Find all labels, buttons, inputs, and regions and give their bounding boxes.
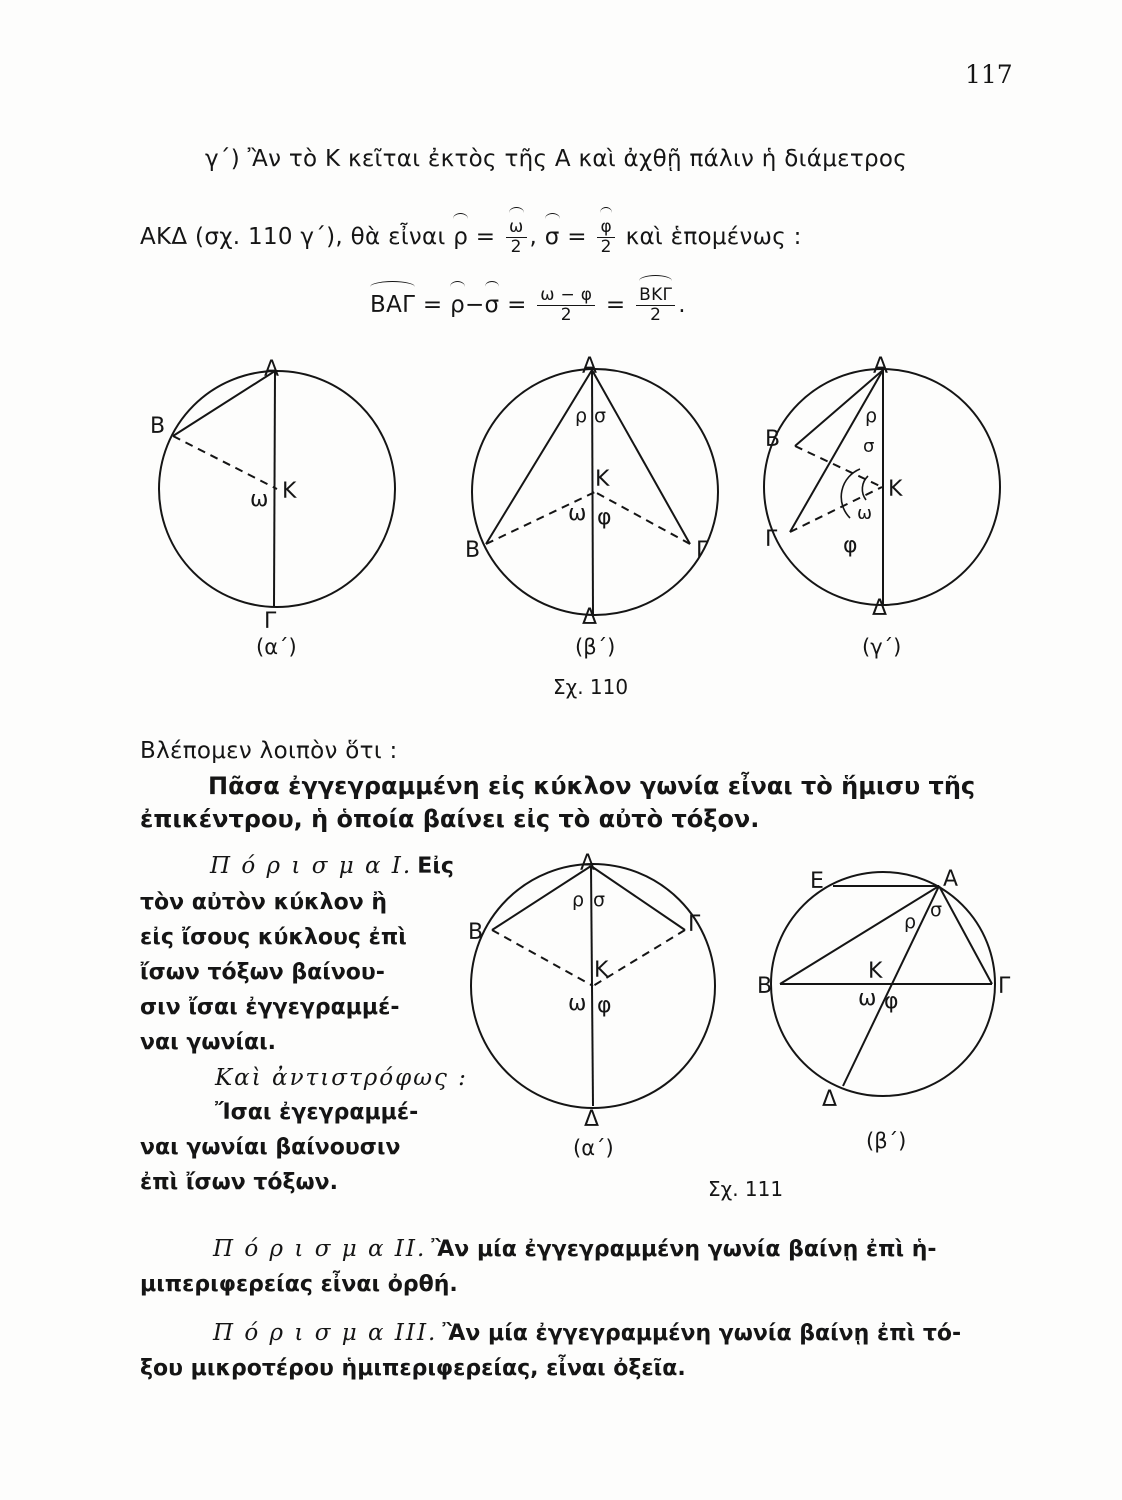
eq-sign: = — [475, 224, 496, 250]
label-G: Γ — [696, 538, 709, 563]
label-rho: ρ — [904, 911, 917, 933]
label-B: Β — [765, 427, 781, 452]
label-E: Ε — [810, 869, 824, 894]
label-sigma: σ — [594, 405, 607, 427]
case-gamma-line2: ΑΚΔ (σχ. 110 γ΄), θὰ εἶναι ρ = $\frac{\omega}{2}$ , σ = $\frac{\varphi}{2}$ καὶ ἑπομένως : — [140, 217, 802, 257]
eq-sign: = — [422, 292, 443, 318]
omega-arc: ω — [508, 217, 524, 237]
label-phi: φ — [597, 993, 612, 1018]
corollary2-line1 — [213, 1236, 937, 1262]
label-phi: φ — [884, 989, 899, 1014]
theorem-line1: Πᾶσα ἐγγεγραμμένη εἰς κύκλον γωνία εἶναι τὸ ἥμισυ τῆς — [208, 772, 976, 800]
label-omega: ω — [250, 487, 269, 512]
corollary1-line6: ναι γωνίαι. — [140, 1030, 277, 1055]
label-D: Δ — [582, 605, 598, 630]
corollary1-converse: Καὶ ἀντιστρόφως : — [215, 1065, 468, 1091]
denominator: 2 — [510, 237, 522, 257]
label-A: Α — [580, 851, 596, 876]
denominator: 2 — [600, 237, 612, 257]
corollary1-line4: ἴσων τόξων βαίνου- — [140, 960, 385, 985]
bag-angle: ΒΑΓ — [370, 292, 416, 318]
label-G: Γ — [688, 912, 701, 937]
theorem-line2: ἐπικέντρου, ἡ ὁποία βαίνει εἰς τὸ αὐτὸ τόξον. — [140, 805, 760, 833]
fig111-caption: Σχ. 111 — [708, 1177, 784, 1201]
denominator: 2 — [560, 305, 572, 325]
rho-arc: ρ — [453, 224, 469, 250]
corollary2-title: Π ό ρ ι σ μ α ΙΙ. — [213, 1236, 427, 1262]
fig111a-radius-kb — [492, 930, 593, 986]
label-rho: ρ — [575, 405, 588, 427]
corollary1-line7: Ἴσαι ἐγεγραμμέ- — [215, 1100, 419, 1125]
bkg-arc: ΒΚΓ — [639, 285, 673, 305]
label-D: Δ — [872, 596, 888, 621]
label-K: Κ — [594, 958, 609, 983]
case-gamma-line2-suffix: καὶ ἑπομένως : — [625, 224, 802, 250]
label-K: Κ — [888, 477, 903, 502]
numerator: ω − φ — [537, 286, 595, 306]
label-D: Δ — [822, 1087, 838, 1112]
fig111a-chord-ag — [591, 866, 685, 930]
fig110-caption: Σχ. 110 — [553, 675, 629, 699]
fig-label-b: (β΄) — [575, 635, 616, 659]
corollary3-line1-rest: Ἂν μία ἐγγεγραμμένη γωνία βαίνῃ ἐπὶ τό- — [442, 1321, 962, 1346]
label-rho: ρ — [865, 405, 878, 427]
sigma-arc: σ — [544, 224, 560, 250]
fig-label-a: (α΄) — [256, 635, 297, 659]
fig110-c — [764, 354, 1000, 659]
label-D: Δ — [584, 1107, 600, 1132]
label-sigma: σ — [863, 436, 875, 457]
label-K: Κ — [595, 467, 610, 492]
denominator: 2 — [650, 305, 662, 325]
rho-arc: ρ — [450, 292, 465, 318]
corollary1-line5: σιν ἴσαι ἐγγεγραμμέ- — [140, 995, 400, 1020]
label-omega: ω — [858, 986, 877, 1011]
corollary1-line1 — [210, 853, 454, 879]
label-phi: φ — [843, 533, 858, 558]
label-K: Κ — [868, 959, 883, 984]
intro-text: Βλέπομεν λοιπὸν ὅτι : — [140, 738, 398, 764]
label-A: Α — [943, 867, 959, 892]
label-K: Κ — [282, 479, 297, 504]
label-G: Γ — [998, 974, 1011, 999]
label-A: Α — [873, 354, 889, 379]
label-rho: ρ — [572, 889, 585, 911]
case-gamma-line2-prefix: ΑΚΔ (σχ. 110 γ΄), θὰ εἶναι — [140, 224, 446, 250]
fig-label-c: (γ΄) — [862, 635, 902, 659]
fig110a-chord-ab — [173, 371, 275, 436]
label-B: Β — [468, 920, 484, 945]
equation-bag: ΒΑΓ = ρ−σ = $\frac{\omega - \varphi}{2}$ = $\frac{\text{ΒΚΓ}}{2}$ . — [370, 285, 686, 325]
corollary3-line1 — [213, 1320, 961, 1346]
corollary1-line8: ναι γωνίαι βαίνουσιν — [140, 1135, 401, 1160]
fig110c-angle-arc-omega — [862, 476, 868, 500]
page-number: 117 — [965, 60, 1013, 89]
corollary1-title: Π ό ρ ι σ μ α Ι. — [210, 853, 413, 879]
label-B: Β — [757, 974, 773, 999]
fig110a-radius-kb — [173, 436, 277, 489]
corollary1-line2: τὸν αὐτὸν κύκλον ἢ — [140, 890, 388, 915]
label-B: Β — [465, 538, 481, 563]
fig111-a — [468, 851, 715, 1160]
corollary3-title: Π ό ρ ι σ μ α ΙΙΙ. — [213, 1320, 438, 1346]
corollary3-line2: ξου μικροτέρου ἡμιπεριφερείας, εἶναι ὀξεῖα. — [140, 1356, 686, 1381]
fig-label-a: (α΄) — [573, 1136, 614, 1160]
label-sigma: σ — [593, 889, 606, 911]
corollary1-line1-rest: Εἰς — [417, 854, 454, 879]
case-gamma-line1: γ΄) Ἂν τὸ Κ κεῖται ἐκτὸς τῆς Α καὶ ἀχθῇ πάλιν ἡ διάμετρος — [205, 146, 908, 172]
label-G: Γ — [264, 609, 277, 634]
label-G: Γ — [765, 527, 778, 552]
fig110-b — [465, 354, 718, 659]
corollary2-line2: μιπεριφερείας εἶναι ὀρθή. — [140, 1272, 458, 1297]
label-A: Α — [582, 354, 598, 379]
corollary2-line1-rest: Ἂν μία ἐγγεγραμμένη γωνία βαίνῃ ἐπὶ ἡ- — [431, 1237, 937, 1262]
corollary1-line9: ἐπὶ ἴσων τόξων. — [140, 1170, 338, 1195]
eq-sign: = — [605, 292, 626, 318]
label-omega: ω — [568, 501, 587, 526]
label-A: Α — [264, 357, 280, 382]
label-sigma: σ — [930, 899, 943, 921]
label-B: Β — [150, 414, 166, 439]
sigma-arc: σ — [484, 292, 500, 318]
label-omega: ω — [568, 991, 587, 1016]
corollary1-line3: εἰς ἴσους κύκλους ἐπὶ — [140, 925, 407, 950]
fig111-b — [757, 867, 1011, 1153]
eq-sign: = — [567, 224, 587, 250]
label-phi: φ — [597, 505, 612, 530]
label-omega: ω — [857, 503, 873, 524]
eq-sign: = — [507, 292, 527, 318]
fig110-a — [150, 357, 395, 659]
phi-arc: φ — [600, 217, 612, 237]
fig-label-b: (β΄) — [866, 1129, 907, 1153]
